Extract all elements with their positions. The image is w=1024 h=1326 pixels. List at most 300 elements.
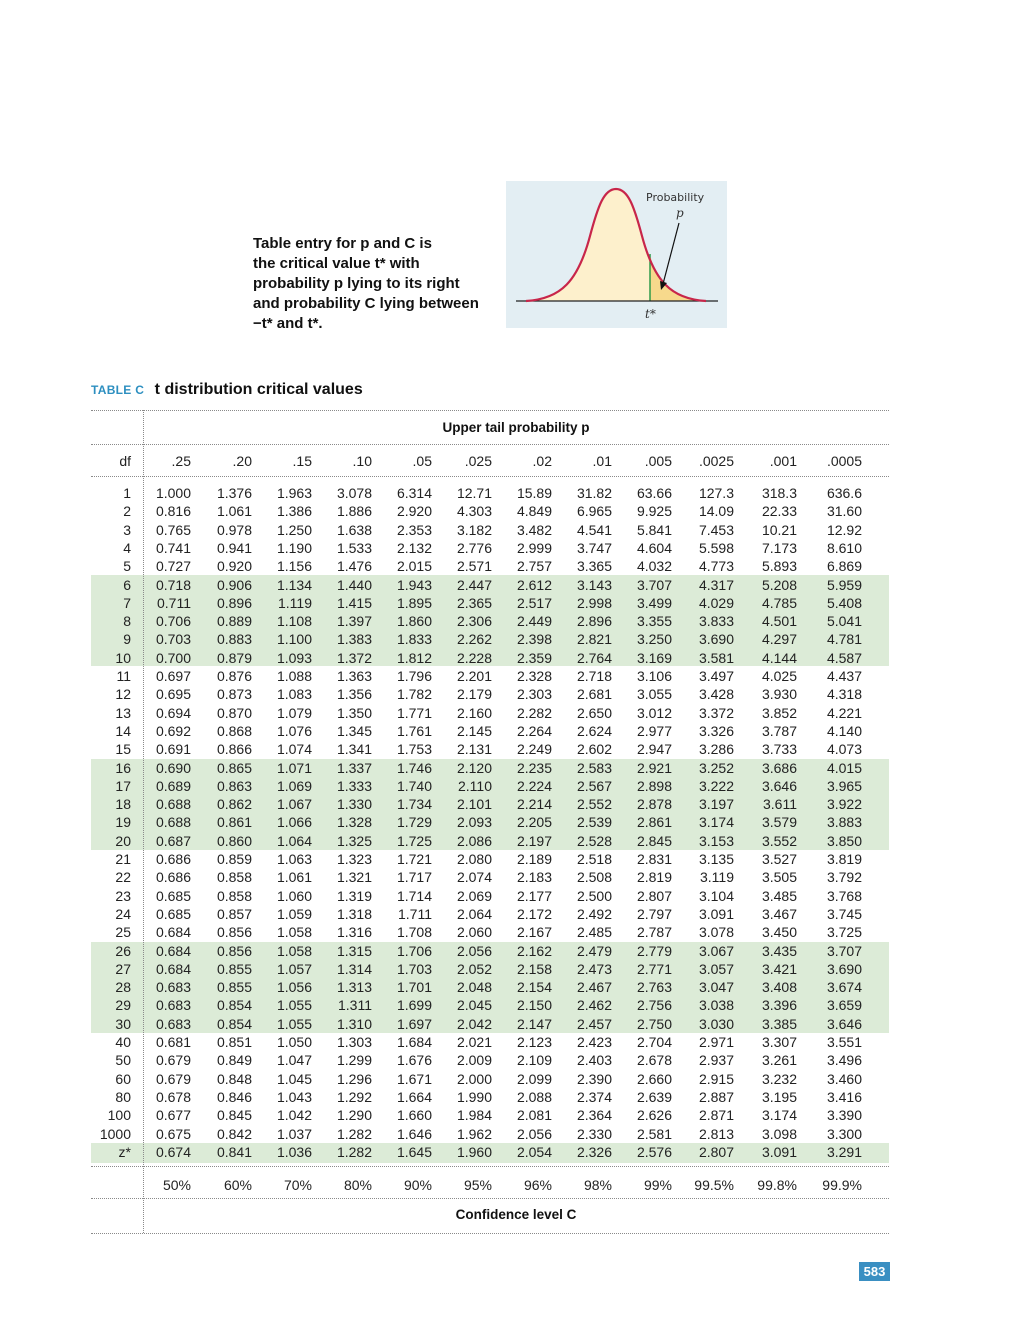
value-cell: 2.069 xyxy=(456,887,492,904)
value-cell: 2.920 xyxy=(396,503,432,520)
value-cell: 3.286 xyxy=(698,741,734,758)
df-cell: 18 xyxy=(115,796,131,813)
value-cell: 2.303 xyxy=(516,686,552,703)
table-rule xyxy=(91,444,889,445)
value-cell: 3.182 xyxy=(456,521,492,538)
table-row xyxy=(0,813,1024,831)
value-cell: 3.197 xyxy=(698,796,734,813)
value-cell: 1.043 xyxy=(276,1088,312,1105)
value-cell: 0.683 xyxy=(155,979,191,996)
value-cell: 2.500 xyxy=(576,887,612,904)
value-cell: 3.690 xyxy=(698,631,734,648)
value-cell: 22.33 xyxy=(761,503,797,520)
value-cell: 2.264 xyxy=(516,722,552,739)
df-cell: 17 xyxy=(115,777,131,794)
value-cell: 4.221 xyxy=(826,704,862,721)
confidence-cell: 70% xyxy=(283,1177,312,1193)
value-cell: 2.871 xyxy=(698,1107,734,1124)
table-row xyxy=(0,759,1024,777)
value-cell: 4.785 xyxy=(761,594,797,611)
df-cell: 4 xyxy=(123,539,131,556)
value-cell: 2.473 xyxy=(576,960,612,977)
value-cell: 2.099 xyxy=(516,1070,552,1087)
value-cell: 0.856 xyxy=(216,924,252,941)
value-cell: 1.990 xyxy=(456,1088,492,1105)
value-cell: 0.978 xyxy=(216,521,252,538)
df-cell: 100 xyxy=(107,1107,131,1124)
value-cell: 5.208 xyxy=(761,576,797,593)
header-cell: .025 xyxy=(464,453,492,469)
table-row xyxy=(0,667,1024,685)
value-cell: 2.167 xyxy=(516,924,552,941)
value-cell: 2.326 xyxy=(576,1143,612,1160)
value-cell: 2.214 xyxy=(516,796,552,813)
header-cell: .02 xyxy=(532,453,552,469)
value-cell: 4.318 xyxy=(826,686,862,703)
value-cell: 3.291 xyxy=(826,1143,862,1160)
table-row xyxy=(0,649,1024,667)
value-cell: 0.697 xyxy=(155,668,191,684)
value-cell: 4.541 xyxy=(576,521,612,538)
value-cell: 12.92 xyxy=(826,521,862,538)
value-cell: 1.717 xyxy=(396,869,432,886)
df-cell: 15 xyxy=(115,741,131,758)
value-cell: 1.963 xyxy=(276,485,312,501)
value-cell: 0.849 xyxy=(216,1052,252,1069)
value-cell: 0.679 xyxy=(155,1070,191,1087)
df-cell: 1 xyxy=(123,485,131,501)
value-cell: 1.093 xyxy=(276,649,312,666)
value-cell: 0.857 xyxy=(216,905,252,922)
value-cell: 12.71 xyxy=(456,485,492,501)
value-cell: 0.703 xyxy=(155,631,191,648)
value-cell: 3.416 xyxy=(826,1088,862,1105)
value-cell: 0.862 xyxy=(216,796,252,813)
value-cell: 0.889 xyxy=(216,613,252,630)
df-cell: 26 xyxy=(115,942,131,959)
value-cell: 1.250 xyxy=(276,521,312,538)
df-cell: 21 xyxy=(115,851,131,867)
df-cell: 6 xyxy=(123,576,131,593)
value-cell: 2.539 xyxy=(576,814,612,831)
value-cell: 5.841 xyxy=(636,521,672,538)
table-row xyxy=(0,502,1024,520)
value-cell: 1.386 xyxy=(276,503,312,520)
table-title xyxy=(91,381,363,399)
header-row xyxy=(0,452,1024,470)
value-cell: 2.224 xyxy=(516,777,552,794)
value-cell: 14.09 xyxy=(698,503,734,520)
value-cell: 2.398 xyxy=(516,631,552,648)
df-cell: z* xyxy=(118,1143,131,1160)
value-cell: 2.021 xyxy=(456,1034,492,1050)
value-cell: 1.045 xyxy=(276,1070,312,1087)
value-cell: 0.851 xyxy=(216,1034,252,1050)
value-cell: 9.925 xyxy=(636,503,672,520)
value-cell: 1.083 xyxy=(276,686,312,703)
value-cell: 0.941 xyxy=(216,539,252,556)
value-cell: 1.415 xyxy=(336,594,372,611)
value-cell: 2.048 xyxy=(456,979,492,996)
value-cell: 1.055 xyxy=(276,1015,312,1032)
value-cell: 0.859 xyxy=(216,851,252,867)
value-cell: 2.364 xyxy=(576,1107,612,1124)
value-cell: 2.147 xyxy=(516,1015,552,1032)
value-cell: 0.842 xyxy=(216,1125,252,1142)
table-row xyxy=(0,1051,1024,1069)
value-cell: 2.937 xyxy=(698,1052,734,1069)
confidence-cell: 99.8% xyxy=(757,1177,797,1193)
value-cell: 2.845 xyxy=(636,832,672,849)
table-rule xyxy=(91,476,889,477)
value-cell: 2.120 xyxy=(456,759,492,776)
value-cell: 2.896 xyxy=(576,613,612,630)
value-cell: 1.134 xyxy=(276,576,312,593)
value-cell: 1.314 xyxy=(336,960,372,977)
value-cell: 1.684 xyxy=(396,1034,432,1050)
df-cell: 1000 xyxy=(99,1125,131,1142)
p-label: p xyxy=(676,206,684,220)
value-cell: 2.915 xyxy=(698,1070,734,1087)
value-cell: 1.061 xyxy=(276,869,312,886)
table-row xyxy=(0,942,1024,960)
value-cell: 1.036 xyxy=(276,1143,312,1160)
table-row xyxy=(0,795,1024,813)
header-cell: .01 xyxy=(592,453,612,469)
value-cell: 2.779 xyxy=(636,942,672,959)
value-cell: 3.421 xyxy=(761,960,797,977)
value-cell: 4.781 xyxy=(826,631,862,648)
value-cell: 2.365 xyxy=(456,594,492,611)
value-cell: 3.222 xyxy=(698,777,734,794)
value-cell: 0.686 xyxy=(155,869,191,886)
value-cell: 2.681 xyxy=(576,686,612,703)
value-cell: 3.852 xyxy=(761,704,797,721)
value-cell: 0.678 xyxy=(155,1088,191,1105)
value-cell: 4.437 xyxy=(826,668,862,684)
value-cell: 0.688 xyxy=(155,814,191,831)
value-cell: 3.467 xyxy=(761,905,797,922)
df-cell: 3 xyxy=(123,521,131,538)
table-row xyxy=(0,594,1024,612)
value-cell: 4.604 xyxy=(636,539,672,556)
value-cell: 3.300 xyxy=(826,1125,862,1142)
value-cell: 1.714 xyxy=(396,887,432,904)
value-cell: 2.797 xyxy=(636,905,672,922)
table-row xyxy=(0,887,1024,905)
confidence-cell: 95% xyxy=(463,1177,492,1193)
t-star-label: t* xyxy=(645,307,656,321)
value-cell: 2.132 xyxy=(396,539,432,556)
value-cell: 0.858 xyxy=(216,887,252,904)
value-cell: 1.066 xyxy=(276,814,312,831)
value-cell: 1.292 xyxy=(336,1088,372,1105)
value-cell: 4.144 xyxy=(761,649,797,666)
value-cell: 2.093 xyxy=(456,814,492,831)
value-cell: 2.757 xyxy=(516,558,552,575)
value-cell: 0.675 xyxy=(155,1125,191,1142)
table-row xyxy=(0,704,1024,722)
value-cell: 2.528 xyxy=(576,832,612,849)
value-cell: 0.690 xyxy=(155,759,191,776)
value-cell: 1.316 xyxy=(336,924,372,941)
table-row xyxy=(0,868,1024,886)
value-cell: 3.355 xyxy=(636,613,672,630)
value-cell: 2.807 xyxy=(698,1143,734,1160)
table-rule xyxy=(91,1166,889,1167)
value-cell: 1.660 xyxy=(396,1107,432,1124)
value-cell: 2.771 xyxy=(636,960,672,977)
value-cell: 3.135 xyxy=(698,851,734,867)
df-cell: 40 xyxy=(115,1034,131,1050)
value-cell: 1.071 xyxy=(276,759,312,776)
value-cell: 1.740 xyxy=(396,777,432,794)
confidence-cell: 96% xyxy=(523,1177,552,1193)
value-cell: 1.067 xyxy=(276,796,312,813)
value-cell: 2.552 xyxy=(576,796,612,813)
value-cell: 3.078 xyxy=(336,485,372,501)
value-cell: 1.960 xyxy=(456,1143,492,1160)
value-cell: 0.681 xyxy=(155,1034,191,1050)
value-cell: 2.447 xyxy=(456,576,492,593)
confidence-cell: 80% xyxy=(343,1177,372,1193)
value-cell: 6.314 xyxy=(396,485,432,501)
value-cell: 5.959 xyxy=(826,576,862,593)
value-cell: 2.086 xyxy=(456,832,492,849)
value-cell: 1.323 xyxy=(336,851,372,867)
confidence-cell: 50% xyxy=(162,1177,191,1193)
value-cell: 1.037 xyxy=(276,1125,312,1142)
value-cell: 3.408 xyxy=(761,979,797,996)
value-cell: 0.679 xyxy=(155,1052,191,1069)
value-cell: 1.042 xyxy=(276,1107,312,1124)
confidence-row xyxy=(0,1176,1024,1194)
value-cell: 0.765 xyxy=(155,521,191,538)
value-cell: 1.064 xyxy=(276,832,312,849)
value-cell: 2.479 xyxy=(576,942,612,959)
value-cell: 3.119 xyxy=(700,869,734,886)
value-cell: 3.104 xyxy=(698,887,734,904)
value-cell: 3.385 xyxy=(761,1015,797,1032)
value-cell: 2.999 xyxy=(516,539,552,556)
table-row xyxy=(0,722,1024,740)
value-cell: 0.860 xyxy=(216,832,252,849)
table-row xyxy=(0,1125,1024,1143)
caption-line: the critical value t* with xyxy=(253,255,420,272)
value-cell: 3.527 xyxy=(761,851,797,867)
value-cell: 2.150 xyxy=(516,997,552,1014)
value-cell: 3.496 xyxy=(826,1052,862,1069)
value-cell: 0.879 xyxy=(216,649,252,666)
value-cell: 1.383 xyxy=(336,631,372,648)
value-cell: 1.058 xyxy=(276,942,312,959)
value-cell: 3.497 xyxy=(698,668,734,684)
value-cell: 8.610 xyxy=(826,539,862,556)
value-cell: 0.692 xyxy=(155,722,191,739)
df-cell: 10 xyxy=(115,649,131,666)
value-cell: 2.921 xyxy=(636,759,672,776)
value-cell: 0.846 xyxy=(216,1088,252,1105)
value-cell: 2.898 xyxy=(636,777,672,794)
value-cell: 0.876 xyxy=(216,668,252,684)
value-cell: 1.318 xyxy=(336,905,372,922)
value-cell: 0.685 xyxy=(155,905,191,922)
value-cell: 2.162 xyxy=(516,942,552,959)
value-cell: 2.807 xyxy=(636,887,672,904)
value-cell: 3.725 xyxy=(826,924,862,941)
value-cell: 0.700 xyxy=(155,649,191,666)
value-cell: 0.920 xyxy=(216,558,252,575)
value-cell: 4.140 xyxy=(826,722,862,739)
value-cell: 0.688 xyxy=(155,796,191,813)
value-cell: 0.694 xyxy=(155,704,191,721)
value-cell: 1.699 xyxy=(396,997,432,1014)
value-cell: 636.6 xyxy=(826,485,862,501)
value-cell: 1.079 xyxy=(276,704,312,721)
value-cell: 1.782 xyxy=(396,686,432,703)
value-cell: 2.831 xyxy=(636,851,672,867)
value-cell: 2.998 xyxy=(576,594,612,611)
value-cell: 3.611 xyxy=(763,796,797,813)
value-cell: 1.337 xyxy=(336,759,372,776)
value-cell: 1.047 xyxy=(276,1052,312,1069)
value-cell: 1.282 xyxy=(336,1125,372,1142)
value-cell: 0.685 xyxy=(155,887,191,904)
table-label: TABLE C xyxy=(91,383,145,397)
table-row xyxy=(0,978,1024,996)
value-cell: 2.485 xyxy=(576,924,612,941)
value-cell: 3.819 xyxy=(826,851,862,867)
value-cell: 7.453 xyxy=(698,521,734,538)
value-cell: 2.626 xyxy=(636,1107,672,1124)
table-row xyxy=(0,539,1024,557)
value-cell: 2.172 xyxy=(516,905,552,922)
value-cell: 2.158 xyxy=(516,960,552,977)
table-row xyxy=(0,905,1024,923)
value-cell: 1.310 xyxy=(336,1015,372,1032)
value-cell: 0.896 xyxy=(216,594,252,611)
value-cell: 1.962 xyxy=(456,1125,492,1142)
value-cell: 1.729 xyxy=(396,814,432,831)
value-cell: 0.674 xyxy=(155,1143,191,1160)
value-cell: 3.659 xyxy=(826,997,862,1014)
value-cell: 1.753 xyxy=(396,741,432,758)
value-cell: 1.119 xyxy=(278,594,312,611)
value-cell: 3.499 xyxy=(636,594,672,611)
value-cell: 1.833 xyxy=(396,631,432,648)
value-cell: 1.088 xyxy=(276,668,312,684)
value-cell: 3.674 xyxy=(826,979,862,996)
value-cell: 1.533 xyxy=(336,539,372,556)
value-cell: 1.313 xyxy=(336,979,372,996)
value-cell: 0.727 xyxy=(155,558,191,575)
df-cell: 7 xyxy=(123,594,131,611)
value-cell: 3.581 xyxy=(698,649,734,666)
table-row xyxy=(0,996,1024,1014)
value-cell: 6.869 xyxy=(826,558,862,575)
df-cell: 50 xyxy=(115,1052,131,1069)
value-cell: 2.878 xyxy=(636,796,672,813)
value-cell: 1.697 xyxy=(396,1015,432,1032)
value-cell: 1.000 xyxy=(155,485,191,501)
value-cell: 2.235 xyxy=(516,759,552,776)
table-row xyxy=(0,557,1024,575)
table-row xyxy=(0,1033,1024,1051)
value-cell: 2.015 xyxy=(396,558,432,575)
table-rule xyxy=(91,1233,889,1234)
value-cell: 1.319 xyxy=(336,887,372,904)
value-cell: 0.691 xyxy=(155,741,191,758)
value-cell: 3.169 xyxy=(636,649,672,666)
value-cell: 1.376 xyxy=(216,485,252,501)
value-cell: 1.282 xyxy=(336,1143,372,1160)
value-cell: 1.069 xyxy=(276,777,312,794)
value-cell: 0.906 xyxy=(216,576,252,593)
value-cell: 1.771 xyxy=(396,704,432,721)
confidence-cell: 99.9% xyxy=(822,1177,862,1193)
value-cell: 1.190 xyxy=(276,539,312,556)
value-cell: 3.450 xyxy=(761,924,797,941)
value-cell: 2.201 xyxy=(456,668,492,684)
value-cell: 1.664 xyxy=(396,1088,432,1105)
value-cell: 0.718 xyxy=(155,576,191,593)
value-cell: 1.303 xyxy=(336,1034,372,1050)
value-cell: 3.261 xyxy=(761,1052,797,1069)
value-cell: 3.482 xyxy=(516,521,552,538)
table-row xyxy=(0,960,1024,978)
header-cell: .001 xyxy=(769,453,797,469)
value-cell: 3.030 xyxy=(698,1015,734,1032)
table-row xyxy=(0,1088,1024,1106)
value-cell: 2.602 xyxy=(576,741,612,758)
value-cell: 1.156 xyxy=(276,558,312,575)
value-cell: 3.153 xyxy=(698,832,734,849)
value-cell: 5.041 xyxy=(826,613,862,630)
value-cell: 1.476 xyxy=(336,558,372,575)
value-cell: 3.057 xyxy=(698,960,734,977)
probability-label: Probability xyxy=(646,191,705,204)
df-cell: 24 xyxy=(115,905,131,922)
value-cell: 1.796 xyxy=(396,668,432,684)
value-cell: 2.205 xyxy=(516,814,552,831)
value-cell: 2.763 xyxy=(636,979,672,996)
value-cell: 2.813 xyxy=(698,1125,734,1142)
value-cell: 2.228 xyxy=(456,649,492,666)
value-cell: 3.106 xyxy=(636,668,672,684)
value-cell: 1.671 xyxy=(396,1070,432,1087)
value-cell: 3.768 xyxy=(826,887,862,904)
value-cell: 0.684 xyxy=(155,960,191,977)
value-cell: 4.849 xyxy=(516,503,552,520)
value-cell: 1.711 xyxy=(398,905,432,922)
value-cell: 3.174 xyxy=(698,814,734,831)
value-cell: 3.745 xyxy=(826,905,862,922)
value-cell: 3.930 xyxy=(761,686,797,703)
value-cell: 7.173 xyxy=(761,539,797,556)
value-cell: 2.423 xyxy=(576,1034,612,1050)
value-cell: 2.508 xyxy=(576,869,612,886)
header-cell: .005 xyxy=(644,453,672,469)
value-cell: 2.678 xyxy=(636,1052,672,1069)
value-cell: 3.250 xyxy=(636,631,672,648)
value-cell: 1.061 xyxy=(216,503,252,520)
value-cell: 5.598 xyxy=(698,539,734,556)
value-cell: 1.100 xyxy=(276,631,312,648)
value-cell: 0.855 xyxy=(216,960,252,977)
table-row xyxy=(0,832,1024,850)
value-cell: 3.485 xyxy=(761,887,797,904)
value-cell: 2.110 xyxy=(458,777,492,794)
